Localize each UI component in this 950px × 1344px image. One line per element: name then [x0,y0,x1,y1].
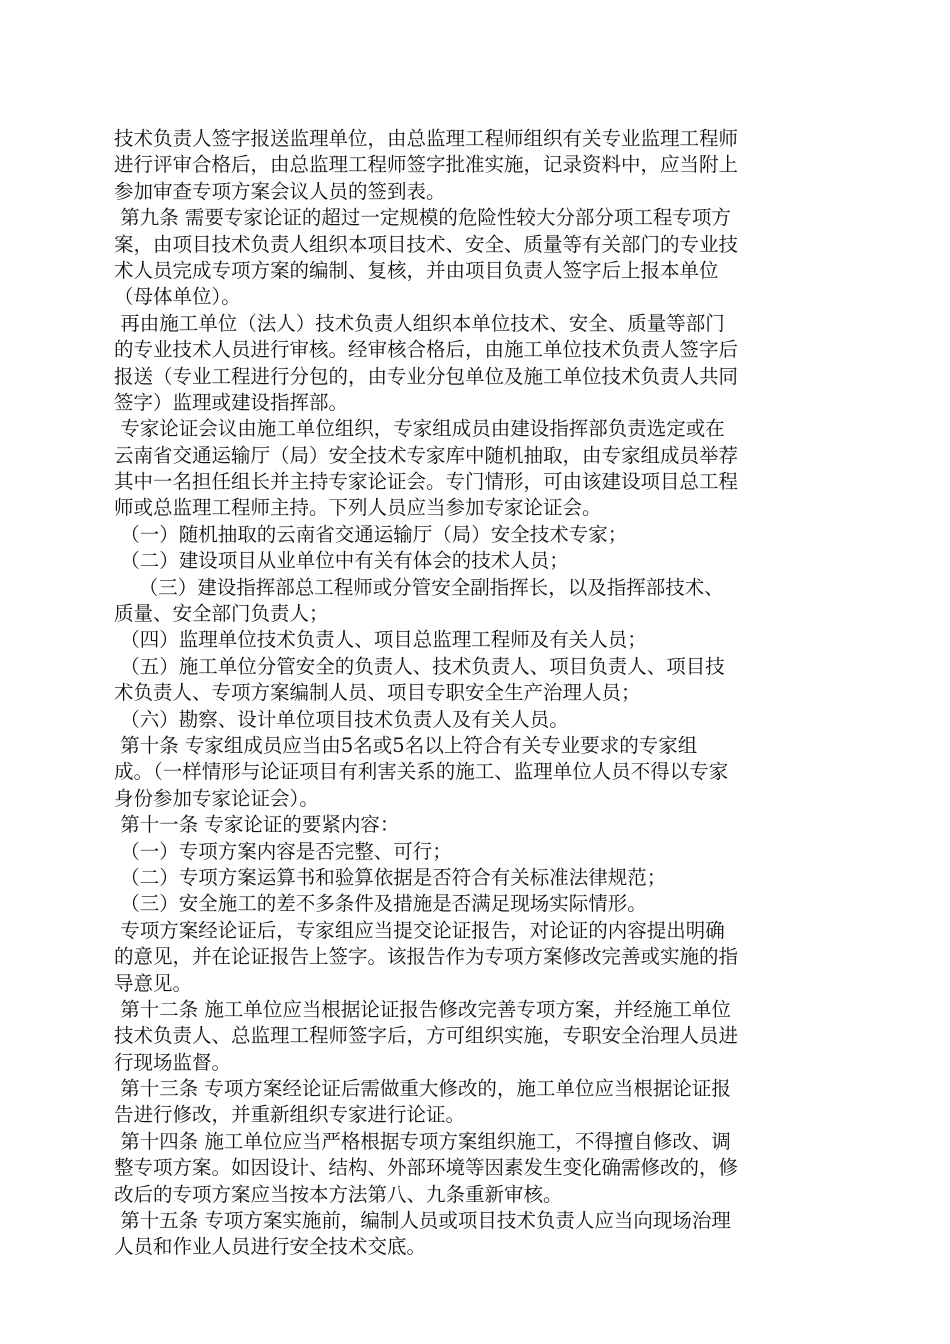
text-line: 其中一名担任组长并主持专家论证会。专门情形，可由该建设项目总工程 [114,470,739,494]
text-line: （三）建设指挥部总工程师或分管安全副指挥长，以及指挥部技术、 [114,575,724,599]
text-line: 云南省交通运输厅（局）安全技术专家库中随机抽取，由专家组成员举荐 [114,443,739,467]
text-line: 第十三条 专项方案经论证后需做重大修改的，施工单位应当根据论证报 [114,1077,731,1101]
text-line: 签字）监理或建设指挥部。 [114,390,349,414]
text-line: 第十一条 专家论证的要紧内容： [114,813,400,837]
text-line: 第九条 需要专家论证的超过一定规模的危险性较大分部分项工程专项方 [114,206,731,230]
text-line: 第十二条 施工单位应当根据论证报告修改完善专项方案，并经施工单位 [114,997,731,1021]
text-line: 专项方案经论证后，专家组应当提交论证报告，对论证的内容提出明确 [114,918,725,942]
text-line: 报送（专业工程进行分包的，由专业分包单位及施工单位技术负责人共同 [114,364,739,388]
text-line: 告进行修改，并重新组织专家进行论证。 [114,1103,466,1127]
text-line: 整专项方案。如因设计、结构、外部环境等因素发生变化确需修改的，修 [114,1156,739,1180]
text-line: 第十五条 专项方案实施前，编制人员或项目技术负责人应当向现场治理 [114,1209,731,1233]
text-line: 参加审查专项方案会议人员的签到表。 [114,179,446,203]
text-line: 第十四条 施工单位应当严格根据专项方案组织施工，不得擅自修改、调 [114,1129,731,1153]
text-line: 进行评审合格后，由总监理工程师签字批准实施，记录资料中，应当附上 [114,153,739,177]
text-line: 术负责人、专项方案编制人员、项目专职安全生产治理人员； [114,681,641,705]
text-line: 技术负责人签字报送监理单位，由总监理工程师组织有关专业监理工程师 [114,127,739,150]
text-line: 案，由项目技术负责人组织本项目技术、安全、质量等有关部门的专业技 [114,232,739,256]
text-line: 的专业技术人员进行审核。经审核合格后，由施工单位技术负责人签字后 [114,338,739,362]
text-line: 的意见，并在论证报告上签字。该报告作为专项方案修改完善或实施的指 [114,945,739,969]
text-line: （二）专项方案运算书和验算依据是否符合有关标准法律规范； [114,865,667,889]
text-line: 改后的专项方案应当按本方法第八、九条重新审核。 [114,1182,563,1206]
text-line: 导意见。 [114,971,193,995]
text-line: 人员和作业人员进行安全技术交底。 [114,1235,427,1259]
text-line: （四）监理单位技术负责人、项目总监理工程师及有关人员； [114,628,647,652]
text-line: 质量、安全部门负责人； [114,602,329,626]
text-line: 再由施工单位（法人）技术负责人组织本单位技术、安全、质量等部门 [114,311,725,335]
text-line: 行现场监督。 [114,1050,232,1074]
text-line: （三）安全施工的差不多条件及措施是否满足现场实际情形。 [114,892,647,916]
text-line: （五）施工单位分管安全的负责人、技术负责人、项目负责人、项目技 [114,654,725,678]
text-line: （六）勘察、设计单位项目技术负责人及有关人员。 [114,707,569,731]
text-line: （一）专项方案内容是否完整、可行； [114,839,452,863]
text-line: 成。（一样情形与论证项目有利害关系的施工、监理单位人员不得以专家 [114,760,729,784]
text-line: 师或总监理工程师主持。下列人员应当参加专家论证会。 [114,496,602,520]
text-line: 专家论证会议由施工单位组织，专家组成员由建设指挥部负责选定或在 [114,417,725,441]
text-line: 第十条 专家组成员应当由5名或5名以上符合有关专业要求的专家组 [114,733,698,757]
text-line: 技术负责人、总监理工程师签字后，方可组织实施，专职安全治理人员进 [114,1024,739,1048]
text-line: （一）随机抽取的云南省交通运输厅（局）安全技术专家； [114,522,628,546]
text-line: 术人员完成专项方案的编制、复核，并由项目负责人签字后上报本单位 [114,258,719,282]
document-body [114,126,844,1261]
text-line: 身份参加专家论证会）。 [114,786,319,810]
text-line: （二）建设项目从业单位中有关有体会的技术人员； [114,549,569,573]
text-line: （母体单位）。 [114,285,241,309]
